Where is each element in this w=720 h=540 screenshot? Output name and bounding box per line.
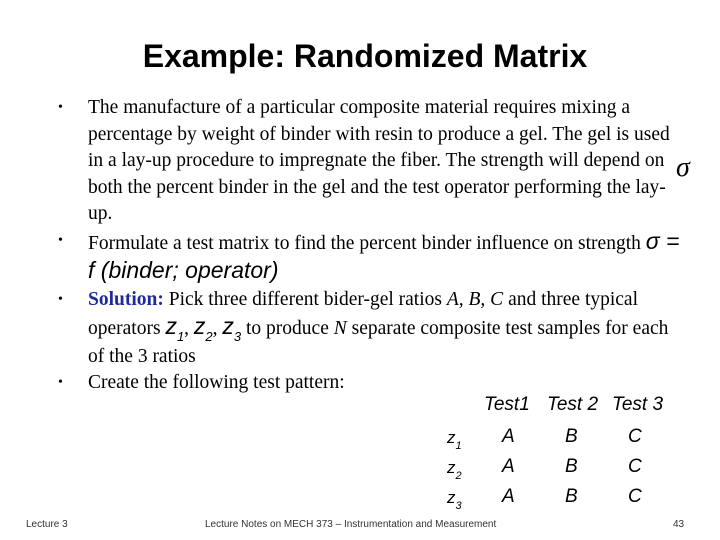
solution-label: Solution: bbox=[88, 288, 164, 310]
bullet-dot: • bbox=[58, 232, 63, 248]
matrix-cell: C bbox=[628, 426, 642, 447]
matrix-cell: B bbox=[565, 426, 578, 447]
slide-title: Example: Randomized Matrix bbox=[142, 38, 588, 74]
bullet-3: • Solution: Pick three different bider-gel ratios A, B, C and three typical operators $z_1$, $z_2$, $z_3$ to produce N separate composite test samples for each of the 3 ratios bbox=[58, 288, 669, 367]
matrix-cell: A bbox=[502, 456, 515, 477]
bullet-1-text: The manufacture of a particular composite material requires mixing a percentage by weight of binder with resin to produce a gel. The gel is used in a lay-up procedure to impregnate the fiber. The strength will depend on both the percent binder in the gel and the test operator performing the lay-up. bbox=[88, 97, 670, 224]
matrix-cell: A bbox=[502, 486, 515, 507]
row-label-z1: $z_1$ bbox=[447, 428, 462, 452]
bullet-list bbox=[58, 95, 688, 397]
bullet-1 bbox=[58, 95, 688, 228]
bullet-3-text-4: separate composite test samples for each of the 3 ratios bbox=[88, 318, 669, 367]
bullet-4-text: Create the following test pattern: bbox=[88, 372, 345, 393]
bullet-dot: • bbox=[58, 291, 63, 307]
test-pattern-matrix bbox=[440, 388, 680, 518]
bullet-2 bbox=[58, 228, 688, 287]
sigma-symbol: σ bbox=[676, 152, 690, 183]
operator-z2-sub: 2 bbox=[205, 329, 213, 344]
bullet-3-text-2: and three typical operators bbox=[88, 288, 639, 339]
operator-z1-sub: 1 bbox=[176, 329, 185, 344]
ratios-label: A, B, C bbox=[446, 288, 504, 310]
matrix-cell: A bbox=[502, 426, 515, 447]
matrix-cell: B bbox=[565, 456, 578, 477]
operator-z1: z bbox=[165, 313, 177, 339]
bullet-3-text-3: to produce bbox=[246, 318, 329, 339]
column-header-test3: Test 3 bbox=[612, 394, 664, 415]
column-header-test2: Test 2 bbox=[547, 394, 599, 415]
column-header-test1: Test1 bbox=[484, 394, 530, 415]
footer-lecture-label: Lecture 3 bbox=[26, 519, 68, 530]
bullet-dot: • bbox=[58, 375, 63, 390]
row-label-z3: $z_3$ bbox=[447, 488, 462, 512]
bullet-dot: • bbox=[58, 100, 63, 115]
footer-page-number: 43 bbox=[673, 519, 685, 530]
operator-z3-sub: 3 bbox=[233, 329, 242, 344]
operator-z3: z bbox=[222, 313, 234, 339]
operator-z2: z bbox=[193, 313, 206, 339]
bullet-3-text-1: Pick three different bider-gel ratios bbox=[168, 288, 442, 310]
row-label-z2: $z_2$ bbox=[447, 458, 462, 482]
matrix-cell: C bbox=[628, 456, 642, 477]
sample-count-N: N bbox=[333, 318, 347, 339]
strength-formula: σ = f (binder; operator) bbox=[88, 227, 680, 283]
matrix-cell: B bbox=[565, 486, 578, 507]
bullet-2-text: Formulate a test matrix to find the percent binder influence on strength bbox=[88, 232, 641, 254]
matrix-cell: C bbox=[628, 486, 642, 507]
footer-course-title: Lecture Notes on MECH 373 – Instrumentation and Measurement bbox=[205, 519, 497, 530]
